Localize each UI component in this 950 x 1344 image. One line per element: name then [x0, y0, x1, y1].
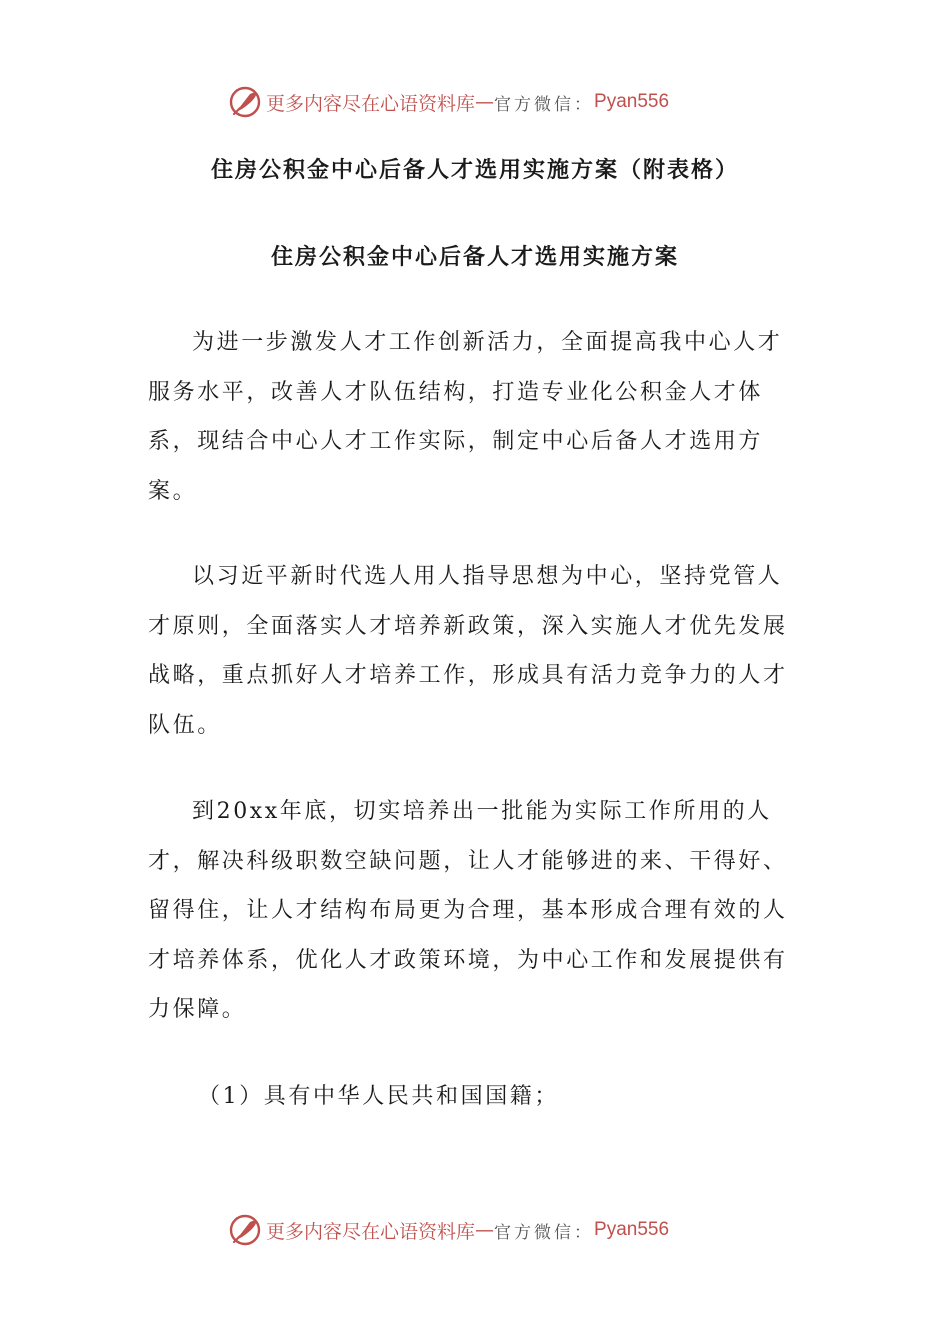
paragraph-goal: 到20xx年底，切实培养出一批能为实际工作所用的人才，解决科级职数空缺问题，让人才能够进的来、干得好、留得住，让人才结构布局更为合理，基本形成合理有效的人才培养体系，优化人才政策环境，为中心工作和发展提供有力保障。 [148, 799, 788, 1022]
footer-banner [0, 1210, 950, 1250]
banner-official-text: 官方微信： [494, 1222, 595, 1243]
banner-wechat-id: Pyan556 [594, 91, 670, 112]
banner-dash: — [475, 1219, 495, 1241]
quill-pen-icon [228, 85, 262, 119]
paragraph-purpose: 为进一步激发人才工作创新活力，全面提高我中心人才服务水平，改善人才队伍结构，打造专业化公积金人才体系，现结合中心人才工作实际，制定中心后备人才选用方案。 [148, 330, 783, 504]
banner-site-text: 更多内容尽在心语资料库 [266, 92, 476, 115]
banner-dash: — [475, 91, 495, 113]
paragraph-guiding-idea: 以习近平新时代选人用人指导思想为中心，坚持党管人才原则，全面落实人才培养新政策，深入实施人才优先发展战略，重点抓好人才培养工作，形成具有活力竞争力的人才队伍。 [148, 564, 788, 738]
header-banner [0, 82, 950, 122]
document-sub-title: 住房公积金中心后备人才选用实施方案 [270, 244, 679, 270]
banner-official-text: 官方微信： [494, 94, 595, 115]
paragraph-condition-1: （1）具有中华人民共和国国籍； [198, 1084, 559, 1109]
banner-wechat-id: Pyan556 [594, 1219, 670, 1240]
banner-site-text: 更多内容尽在心语资料库 [266, 1220, 476, 1243]
document-main-title: 住房公积金中心后备人才选用实施方案（附表格） [210, 157, 739, 183]
quill-pen-icon [228, 1213, 262, 1247]
